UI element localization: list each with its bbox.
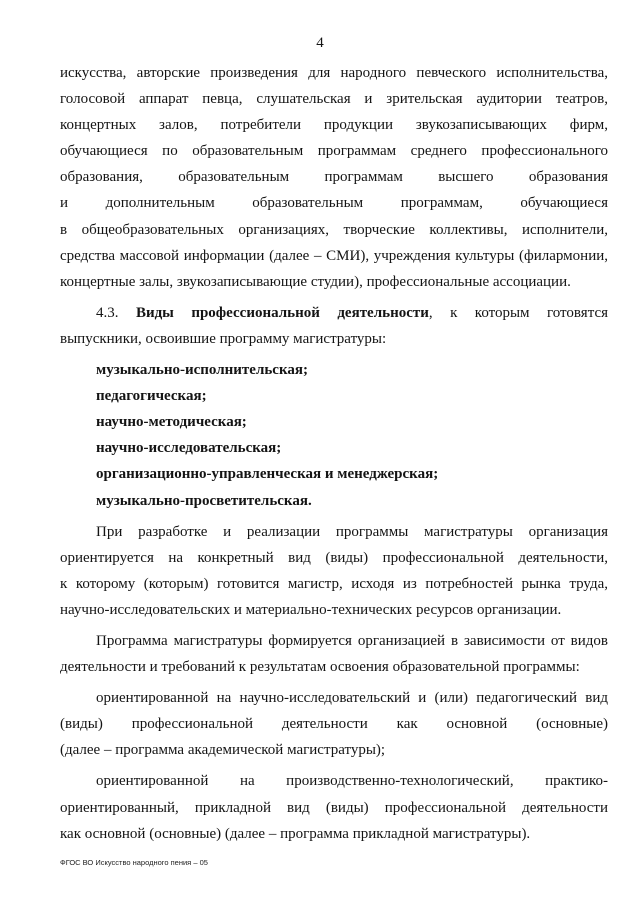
activity-list xyxy=(60,357,608,514)
text-line: (виды) профессиональной деятельности как основной (основные) xyxy=(60,716,608,733)
document-body xyxy=(60,60,608,847)
paragraph-academic xyxy=(60,685,608,763)
text-line: ориентированной на производственно-технологический, практико- xyxy=(96,773,608,790)
text-line: концертные залы, звукозаписывающие студии), профессиональные ассоциации. xyxy=(60,273,571,290)
list-item: организационно-управленческая и менеджерская; xyxy=(96,466,439,483)
text-line: и дополнительным образовательным программам, обучающиеся xyxy=(60,195,608,212)
text-line: образования, образовательным программам высшего образования xyxy=(60,169,608,186)
list-item: научно-методическая; xyxy=(96,414,247,431)
text-line: концертных залов, потребители продукции звукозаписывающих фирм, xyxy=(60,117,608,134)
paragraph-formation xyxy=(60,628,608,680)
section-4-3 xyxy=(60,300,608,352)
text-line: выпускники, освоившие программу магистратуры: xyxy=(60,330,387,347)
page-number: 4 xyxy=(316,35,324,51)
text-line: искусства, авторские произведения для народного певческого исполнительства, xyxy=(60,65,608,81)
text-line: (далее – программа академической магистратуры); xyxy=(60,742,386,759)
text-line: обучающиеся по образовательным программам среднего профессионального xyxy=(60,143,608,160)
text-line: к которому (которым) готовится магистр, исходя из потребностей рынка труда, xyxy=(60,575,608,592)
paragraph-stakeholders xyxy=(60,60,608,295)
text-line: ориентированный, прикладной вид (виды) профессиональной деятельности xyxy=(60,799,608,816)
list-item: педагогическая; xyxy=(96,388,207,405)
text-line: При разработке и реализации программы магистратуры организация xyxy=(96,523,608,540)
list-item: музыкально-просветительская. xyxy=(96,492,312,509)
text-line: голосовой аппарат певца, слушательская и зрительская аудитории театров, xyxy=(60,91,608,108)
text-line: деятельности и требований к результатам освоения образовательной программы: xyxy=(60,659,580,676)
list-item: музыкально-исполнительская; xyxy=(96,362,308,379)
section-number: 4.3. xyxy=(96,304,119,321)
section-heading-line xyxy=(60,300,608,326)
paragraph-applied xyxy=(60,768,608,846)
text-line: ориентированной на научно-исследовательский и (или) педагогический вид xyxy=(96,690,608,707)
text-line: средства массовой информации (далее – СМИ), учреждения культуры (филармонии, xyxy=(60,247,608,264)
text-line: научно-исследовательских и материально-технических ресурсов организации. xyxy=(60,601,562,618)
footer-note: ФГОС ВО Искусство народного пения – 05 xyxy=(60,858,208,867)
list-item: научно-исследовательская; xyxy=(96,440,282,457)
section-heading-rest: , к которым готовятся xyxy=(428,304,608,321)
text-line: как основной (основные) (далее – программа прикладной магистратуры). xyxy=(60,825,531,842)
text-line: в общеобразовательных организациях, творческие коллективы, исполнители, xyxy=(60,221,608,238)
paragraph-development xyxy=(60,519,608,623)
text-line: ориентируется на конкретный вид (виды) профессиональной деятельности, xyxy=(60,549,608,566)
text-line: Программа магистратуры формируется организацией в зависимости от видов xyxy=(96,632,608,649)
section-title-bold: Виды профессиональной деятельности xyxy=(135,304,429,321)
